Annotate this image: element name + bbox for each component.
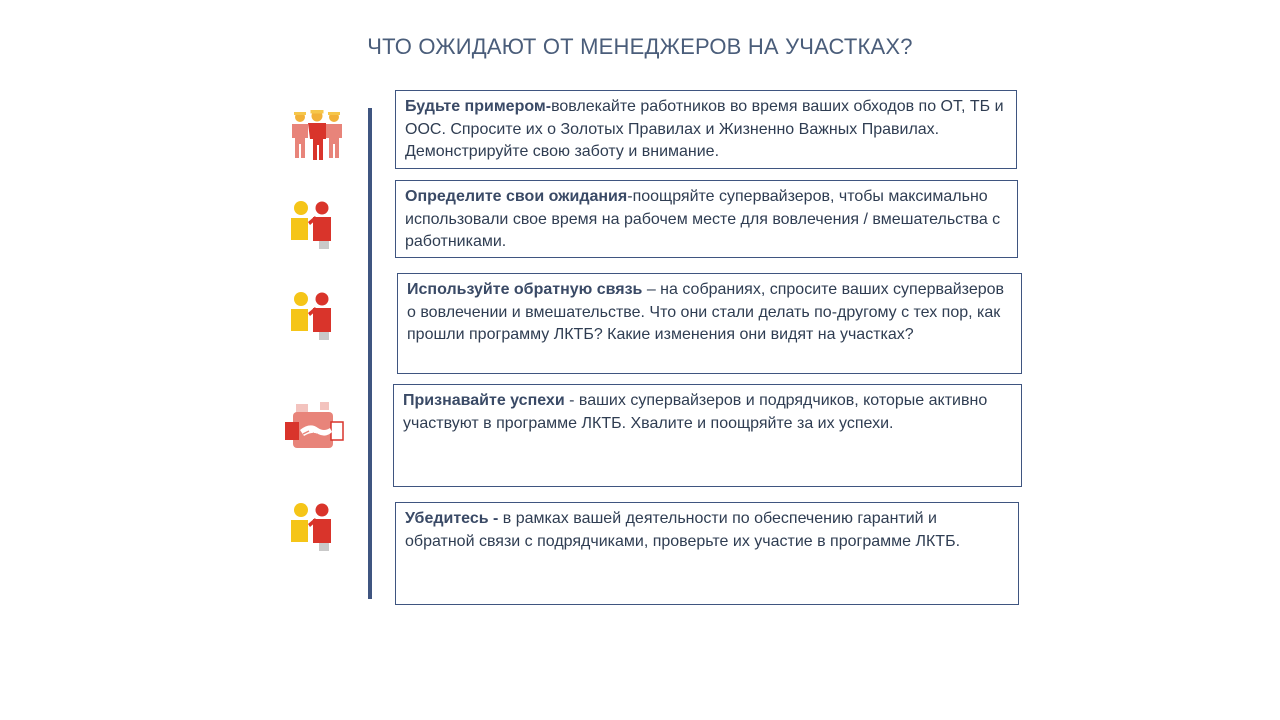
expectation-heading: Используйте обратную связь [407,281,643,298]
expectation-box-recognize-success [393,384,1022,487]
expectation-box-verify [395,502,1019,605]
supervisor-worker-icon [288,500,338,552]
expectation-box-feedback [397,273,1022,374]
workers-group-icon [288,106,346,162]
supervisor-worker-icon [288,289,338,341]
expectation-text: в рамках вашей деятельности по обеспечению гарантий и обратной связи с подрядчиками, проверьте их участие в программе ЛКТБ. [405,510,961,550]
expectation-box-lead-by-example [395,90,1017,169]
expectation-text: вовлекайте работников во время ваших обходов по ОТ, ТБ и ООС. Спросите их о Золотых Правилах и Жизненно Важных Правилах. Демонстрируйте свою заботу и внимание. [405,98,1004,160]
expectation-text: -поощряйте супервайзеров, чтобы максимально использовали свое время на рабочем месте для вовлечения / вмешательства с работниками. [405,188,1001,250]
page-title: ЧТО ОЖИДАЮТ ОТ МЕНЕДЖЕРОВ НА УЧАСТКАХ? [367,34,913,59]
expectation-heading: Признавайте успехи [403,392,565,409]
expectation-text: - ваших супервайзеров и подрядчиков, которые активно участвуют в программе ЛКТБ. Хвалите и поощряйте за их успехи. [403,392,988,432]
timeline-divider [368,108,372,599]
expectation-heading: Будьте примером- [405,98,552,115]
handshake-icon [283,400,347,452]
expectation-heading: Определите свои ожидания [405,188,628,205]
expectation-text: – на собраниях, спросите ваших супервайзеров о вовлечении и вмешательстве. Что они стали делать по-другому с тех пор, как прошли программу ЛКТБ? Какие изменения они видят на участках? [407,281,1005,343]
supervisor-worker-icon [288,198,338,250]
expectation-box-set-expectations [395,180,1018,258]
expectation-heading: Убедитесь - [405,510,499,527]
